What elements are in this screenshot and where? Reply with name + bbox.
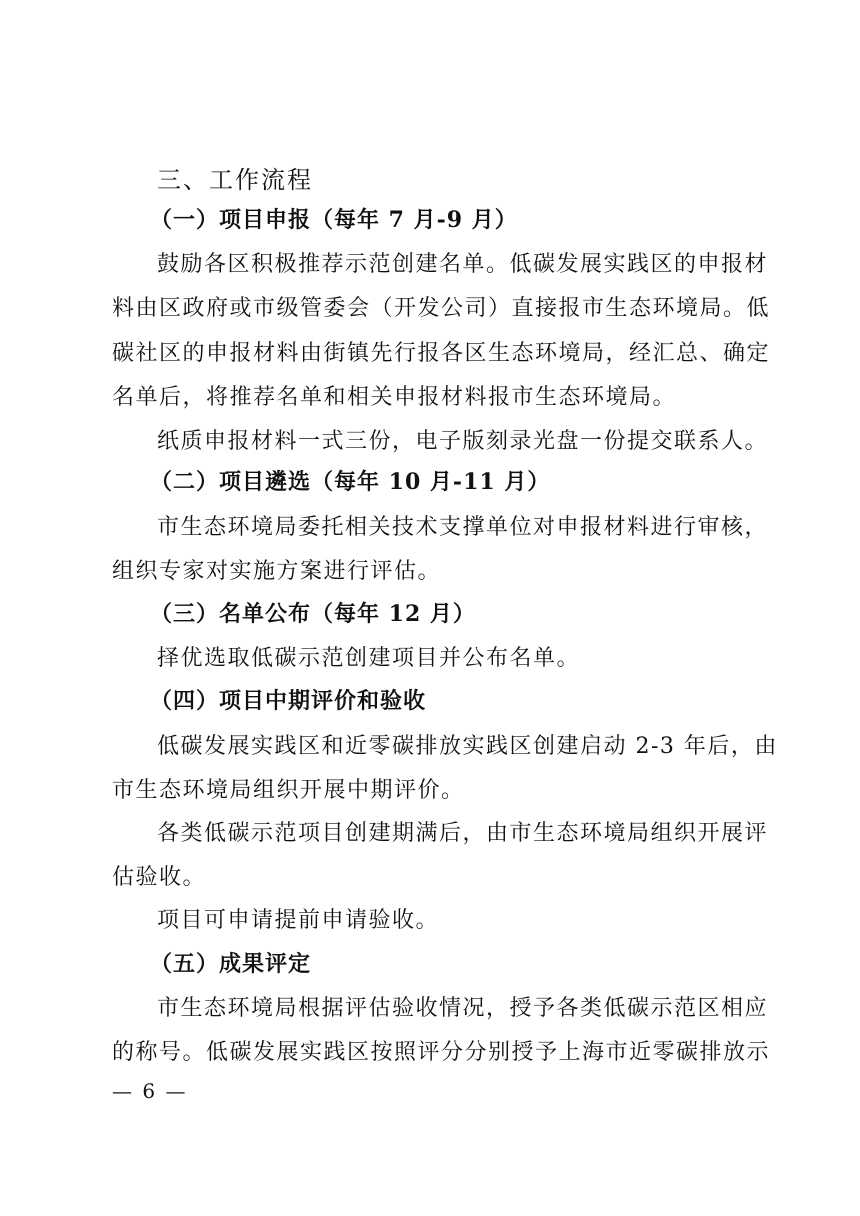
paragraph-line: 组织专家对实施方案进行评估。 <box>112 559 442 584</box>
paragraph-line: 名单后，将推荐名单和相关申报材料报市生态环境局。 <box>112 385 677 410</box>
paragraph-line: 低碳发展实践区和近零碳排放实践区创建启动 2-3 年后，由 <box>157 734 778 759</box>
paragraph-line: 鼓励各区积极推荐示范创建名单。低碳发展实践区的申报材 <box>157 252 769 277</box>
paragraph-line: 估验收。 <box>112 865 207 890</box>
subsection-heading-3: （三）名单公布（每年 12 月） <box>150 601 476 627</box>
subsection-heading-5: （五）成果评定 <box>150 951 312 977</box>
section-title: 三、工作流程 <box>157 166 313 194</box>
subsection-heading-1: （一）项目申报（每年 7 月-9 月） <box>150 207 518 233</box>
paragraph-line: 项目可申请提前申请验收。 <box>157 908 440 933</box>
subsection-heading-4: （四）项目中期评价和验收 <box>150 688 427 714</box>
paragraph-line: 择优选取低碳示范创建项目并公布名单。 <box>157 646 581 671</box>
paragraph-line: 市生态环境局委托相关技术支撑单位对申报材料进行审核， <box>157 515 769 540</box>
paragraph-line: 各类低碳示范项目创建期满后，由市生态环境局组织开展评 <box>157 821 769 846</box>
paragraph-line: 的称号。低碳发展实践区按照评分分别授予上海市近零碳排放示 <box>112 1040 771 1065</box>
subsection-heading-2: （二）项目遴选（每年 10 月-11 月） <box>150 469 551 495</box>
page-number: — 6 — <box>112 1079 188 1103</box>
paragraph-line: 市生态环境局根据评估验收情况，授予各类低碳示范区相应 <box>157 996 769 1021</box>
paragraph-line: 市生态环境局组织开展中期评价。 <box>112 778 465 803</box>
paragraph-line: 料由区政府或市级管委会（开发公司）直接报市生态环境局。低 <box>112 296 771 321</box>
paragraph-line: 碳社区的申报材料由街镇先行报各区生态环境局，经汇总、确定 <box>112 341 771 366</box>
paragraph-line: 纸质申报材料一式三份，电子版刻录光盘一份提交联系人。 <box>157 429 769 454</box>
